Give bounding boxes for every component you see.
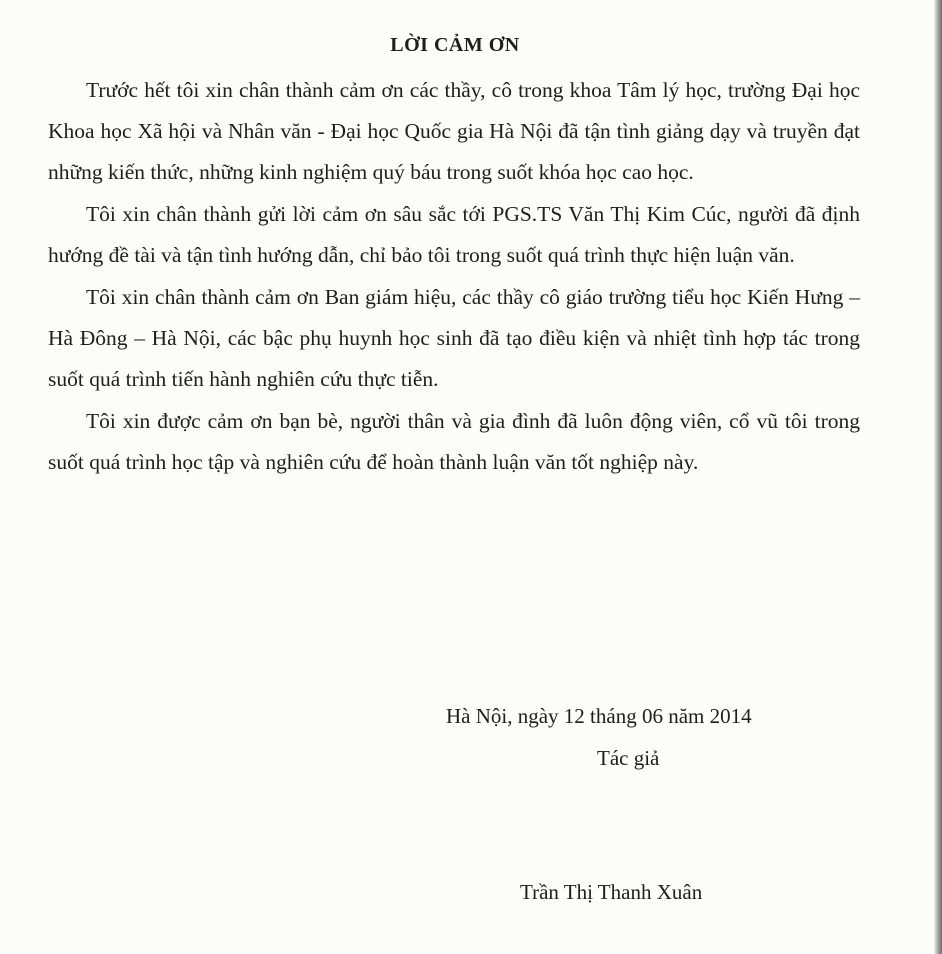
page-title: LỜI CẢM ƠN [390,34,520,56]
page-edge-shadow [934,0,942,954]
paragraph-2: Tôi xin chân thành gửi lời cảm ơn sâu sắc tới PGS.TS Văn Thị Kim Cúc, người đã định hướng đề tài và tận tình hướng dẫn, chỉ bảo tôi trong suốt quá trình thực hiện luận văn. [48,202,860,267]
paragraph-4: Tôi xin được cảm ơn bạn bè, người thân và gia đình đã luôn động viên, cổ vũ tôi trong suốt quá trình học tập và nghiên cứu để hoàn thành luận văn tốt nghiệp này. [48,409,860,474]
signature-role: Tác giả [597,746,660,770]
signature-place-date: Hà Nội, ngày 12 tháng 06 năm 2014 [446,704,752,728]
paragraph-1: Trước hết tôi xin chân thành cảm ơn các thầy, cô trong khoa Tâm lý học, trường Đại học Khoa học Xã hội và Nhân văn - Đại học Quốc gia Hà Nội đã tận tình giảng dạy và truyền đạt những kiến thức, những kinh nghiệm quý báu trong suốt khóa học cao học. [48,78,860,184]
paragraph-3: Tôi xin chân thành cảm ơn Ban giám hiệu, các thầy cô giáo trường tiểu học Kiến Hưng – Hà Đông – Hà Nội, các bậc phụ huynh học sinh đã tạo điều kiện và nhiệt tình hợp tác trong suốt quá trình tiến hành nghiên cứu thực tiễn. [48,285,860,391]
signature-name: Trần Thị Thanh Xuân [520,880,703,904]
acknowledgement-body [48,70,860,484]
